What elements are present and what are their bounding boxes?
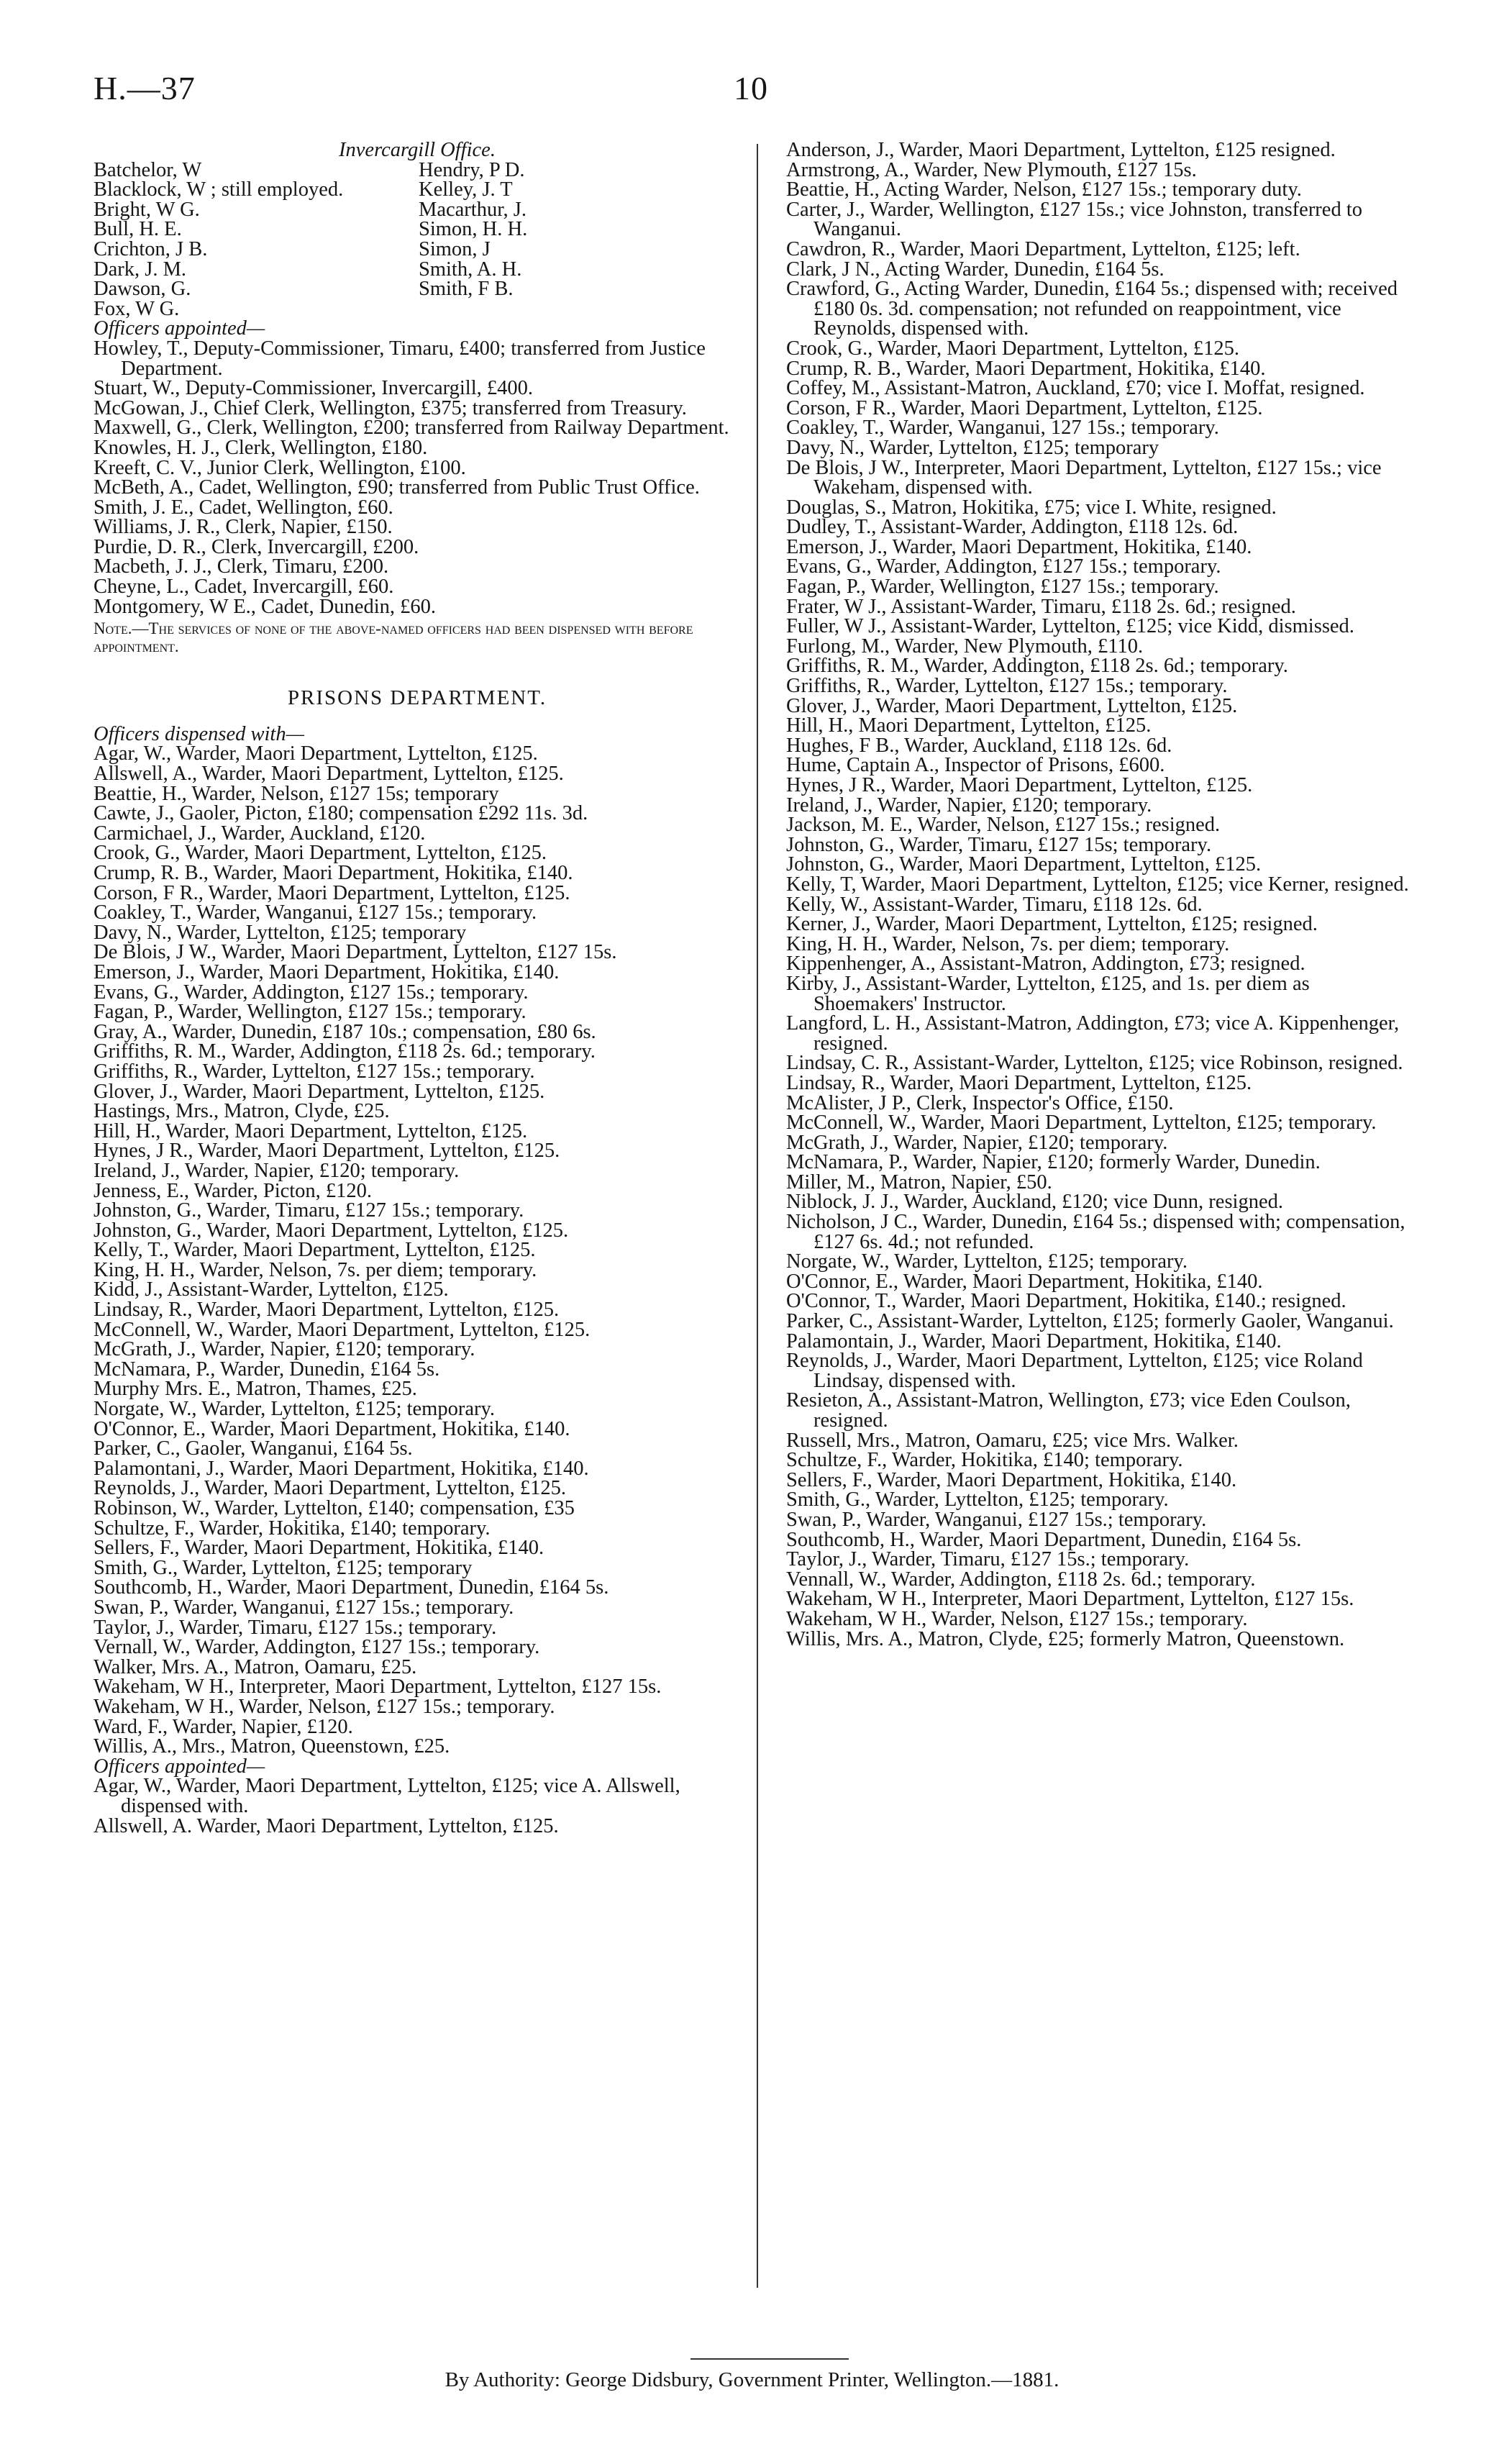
dispensed-entry: Corson, F R., Warder, Maori Department, Lyttelton, £125. [94,881,570,904]
appointed-entry: Southcomb, H., Warder, Maori Department, Dunedin, £164 5s. [786,1528,1302,1551]
appointed-entry: Russell, Mrs., Matron, Oamaru, £25; vice Mrs. Walker. [786,1429,1239,1452]
appointed-heading: Officers appointed— [94,317,265,340]
dispensed-entry: Johnston, G., Warder, Timaru, £127 15s.; temporary. [94,1199,524,1222]
officer-name: Kelley, J. T [419,178,513,201]
dispensed-entry: Glover, J., Warder, Maori Department, Lyttelton, £125. [94,1080,545,1103]
name-row [94,219,527,240]
appointed-entry: Fagan, P., Warder, Wellington, £127 15s.; temporary. [786,576,1219,599]
dispensed-entry: Wakeham, W H., Interpreter, Maori Department, Lyttelton, £127 15s. [94,1676,662,1699]
dispensed-entry: Ireland, J., Warder, Napier, £120; temporary. [94,1159,460,1182]
dispensed-entry: Norgate, W., Warder, Lyttelton, £125; temporary. [94,1398,496,1421]
dispensed-entry: Wakeham, W H., Warder, Nelson, £127 15s.; temporary. [94,1695,555,1718]
prisons-appointed-list-left [94,1776,741,1836]
appointed-entry: Hill, H., Maori Department, Lyttelton, £125. [786,714,1152,737]
appointed-entry: Sellers, F., Warder, Maori Department, Hokitika, £140. [786,1468,1237,1491]
dispensed-entry: King, H. H., Warder, Nelson, 7s. per diem; temporary. [94,1258,537,1281]
dispensed-entry: Palamontani, J., Warder, Maori Department, Hokitika, £140. [94,1457,589,1480]
document-reference: H.—37 [94,70,196,106]
appointed-entry: Kippenhenger, A., Assistant-Matron, Addington, £73; resigned. [786,953,1305,976]
officer-name: Batchelor, W [94,158,202,181]
appointed-entry: Hughes, F B., Warder, Auckland, £118 12s. 6d. [786,734,1172,757]
appointed-entry: King, H. H., Warder, Nelson, 7s. per diem; temporary. [786,932,1230,955]
appointed-entry: Agar, W., Warder, Maori Department, Lyttelton, £125; vice A. Allswell, dispensed with. [94,1775,680,1817]
appointed-entry: Palamontain, J., Warder, Maori Department, Hokitika, £140. [786,1329,1282,1353]
dispensed-entry: Swan, P., Warder, Wanganui, £127 15s.; temporary. [94,1596,514,1619]
appointed-entry: Wakeham, W H., Interpreter, Maori Department, Lyttelton, £127 15s. [786,1588,1354,1611]
officer-name: Simon, J [419,237,491,260]
appointed-entry: McGowan, J., Chief Clerk, Wellington, £375; transferred from Treasury. [94,396,687,419]
officer-name: Hendry, P D. [419,158,525,181]
name-row [94,260,527,280]
appointed-entry: Johnston, G., Warder, Timaru, £127 15s; temporary. [786,833,1212,856]
officer-name: Fox, W G. [94,297,180,320]
appointed-entry: Corson, F R., Warder, Maori Department, Lyttelton, £125. [786,396,1263,419]
appointed-entry: Smith, J. E., Cadet, Wellington, £60. [94,496,393,519]
appointed-entry: Griffiths, R. M., Warder, Addington, £118 2s. 6d.; temporary. [786,655,1288,678]
dispensed-entry: Evans, G., Warder, Addington, £127 15s.; temporary. [94,981,529,1004]
appointed-entry: Kirby, J., Assistant-Warder, Lyttelton, £125, and 1s. per diem as Shoemakers' Instructor. [786,972,1310,1015]
appointed-entry: McConnell, W., Warder, Maori Department, Lyttelton, £125; temporary. [786,1111,1377,1135]
dispensed-entry: Ward, F., Warder, Napier, £120. [94,1715,353,1738]
appointed-entry: O'Connor, E., Warder, Maori Department, Hokitika, £140. [786,1270,1263,1293]
appointed-entry: Maxwell, G., Clerk, Wellington, £200; transferred from Railway Department. [94,417,729,440]
appointed-entry: Resieton, A., Assistant-Matron, Wellington, £73; vice Eden Coulson, resigned. [786,1389,1351,1432]
dispensed-entry: Cawte, J., Gaoler, Picton, £180; compensation £292 11s. 3d. [94,802,588,825]
dispensed-entry: Kelly, T., Warder, Maori Department, Lyttelton, £125. [94,1239,536,1262]
appointed-entry: Allswell, A. Warder, Maori Department, Lyttelton, £125. [94,1814,559,1837]
appointed-entry: Williams, J. R., Clerk, Napier, £150. [94,516,393,539]
dispensed-list [94,744,741,1756]
dispensed-entry: Hill, H., Warder, Maori Department, Lyttelton, £125. [94,1119,528,1142]
officer-name: Crichton, J B. [94,237,208,260]
appointed-entry: Macbeth, J. J., Clerk, Timaru, £200. [94,555,389,578]
appointed-entry: Glover, J., Warder, Maori Department, Lyttelton, £125. [786,694,1238,717]
appointed-entry: Emerson, J., Warder, Maori Department, Hokitika, £140. [786,535,1252,558]
dispensed-entry: Reynolds, J., Warder, Maori Department, Lyttelton, £125. [94,1477,566,1500]
appointed-entry: Langford, L. H., Assistant-Matron, Addington, £73; vice A. Kippenhenger, resigned. [786,1012,1400,1055]
appointed-entry: Schultze, F., Warder, Hokitika, £140; temporary. [786,1449,1183,1472]
appointed-entry: Reynolds, J., Warder, Maori Department, Lyttelton, £125; vice Roland Lindsay, dispensed with. [786,1350,1363,1392]
appointed-entry: Kelly, W., Assistant-Warder, Timaru, £118 12s. 6d. [786,893,1203,916]
appointed-list [94,339,741,617]
appointed-entry: Parker, C., Assistant-Warder, Lyttelton, £125; formerly Gaoler, Wanganui. [786,1310,1394,1333]
appointed-entry: Lindsay, C. R., Assistant-Warder, Lyttelton, £125; vice Robinson, resigned. [786,1052,1403,1075]
appointed-entry: McAlister, J P., Clerk, Inspector's Office, £150. [786,1091,1174,1114]
appointed-entry: Kelly, T, Warder, Maori Department, Lyttelton, £125; vice Kerner, resigned. [786,873,1409,896]
appointed-entry: Hume, Captain A., Inspector of Prisons, £600. [786,754,1165,777]
dispensed-entry: Carmichael, J., Warder, Auckland, £120. [94,822,426,845]
dispensed-entry: Emerson, J., Warder, Maori Department, Hokitika, £140. [94,960,560,983]
name-row [94,160,527,181]
appointed-entry: Johnston, G., Warder, Maori Department, Lyttelton, £125. [786,853,1262,876]
invercargill-heading: Invercargill Office. [339,139,496,161]
appointed-entry: Smith, G., Warder, Lyttelton, £125; temporary. [786,1488,1169,1511]
dispensed-entry: Crook, G., Warder, Maori Department, Lyttelton, £125. [94,842,547,865]
dispensed-entry: Allswell, A., Warder, Maori Department, Lyttelton, £125. [94,763,564,786]
dispensed-entry: Agar, W., Warder, Maori Department, Lyttelton, £125. [94,742,538,765]
appointed-entry: Montgomery, W E., Cadet, Dunedin, £60. [94,595,436,618]
right-column [786,140,1410,1649]
appointed-entry: Jackson, M. E., Warder, Nelson, £127 15s.; resigned. [786,814,1221,837]
prisons-department-title: PRISONS DEPARTMENT. [287,686,547,710]
dispensed-entry: Walker, Mrs. A., Matron, Oamaru, £25. [94,1655,417,1678]
appointed-entry: Davy, N., Warder, Lyttelton, £125; temporary [786,436,1159,459]
appointed-entry: Coffey, M., Assistant-Matron, Auckland, £70; vice I. Moffat, resigned. [786,377,1365,400]
appointed-entry: De Blois, J W., Interpreter, Maori Department, Lyttelton, £127 15s.; vice Wakeham, dispensed with. [786,456,1382,499]
dispensed-entry: Johnston, G., Warder, Maori Department, Lyttelton, £125. [94,1219,569,1242]
appointed-entry: Willis, Mrs. A., Matron, Clyde, £25; formerly Matron, Queenstown. [786,1627,1345,1650]
appointed-entry: Miller, M., Matron, Napier, £50. [786,1170,1052,1194]
appointed-entry: Nicholson, J C., Warder, Dunedin, £164 5s.; dispensed with; compensation, £127 6s. 4d.; not refunded. [786,1211,1405,1253]
appointed-entry: Anderson, J., Warder, Maori Department, Lyttelton, £125 resigned. [786,139,1336,161]
appointed-entry: Knowles, H. J., Clerk, Wellington, £180. [94,436,428,459]
appointed-entry: Lindsay, R., Warder, Maori Department, Lyttelton, £125. [786,1071,1252,1094]
appointed-entry: Douglas, S., Matron, Hokitika, £75; vice I. White, resigned. [786,496,1277,519]
dispensed-entry: Coakley, T., Warder, Wanganui, £127 15s.; temporary. [94,901,537,924]
officer-name: Dawson, G. [94,278,191,301]
officer-name: Blacklock, W ; still employed. [94,178,344,201]
column-divider [757,144,758,2288]
officer-name: Bull, H. E. [94,218,182,241]
officer-name [419,299,527,319]
appointed-entry: Clark, J N., Acting Warder, Dunedin, £164 5s. [786,258,1165,281]
name-row [94,180,527,200]
dispensed-entry: McGrath, J., Warder, Napier, £120; temporary. [94,1338,475,1361]
appointed-entry: Niblock, J. J., Warder, Auckland, £120; vice Dunn, resigned. [786,1191,1283,1214]
appointed-entry: Stuart, W., Deputy-Commissioner, Invercargill, £400. [94,377,534,400]
name-row [94,240,527,260]
footer-rule [691,2358,849,2360]
dispensed-entry: Willis, A., Mrs., Matron, Queenstown, £25. [94,1735,450,1758]
name-row [94,299,527,319]
dispensed-entry: O'Connor, E., Warder, Maori Department, Hokitika, £140. [94,1417,570,1440]
appointed-entry: McNamara, P., Warder, Napier, £120; formerly Warder, Dunedin. [786,1151,1321,1174]
appointed-entry: Carter, J., Warder, Wellington, £127 15s.; vice Johnston, transferred to Wanganui. [786,198,1362,241]
dispensed-entry: Kidd, J., Assistant-Warder, Lyttelton, £125. [94,1278,449,1301]
name-row [94,200,527,220]
appointed-entry: Armstrong, A., Warder, New Plymouth, £127 15s. [786,158,1197,181]
appointed-entry: Kerner, J., Warder, Maori Department, Lyttelton, £125; resigned. [786,913,1318,936]
appointed-entry: McGrath, J., Warder, Napier, £120; temporary. [786,1131,1168,1154]
appointed-entry: Cheyne, L., Cadet, Invercargill, £60. [94,576,394,599]
appointed-entry: McBeth, A., Cadet, Wellington, £90; transferred from Public Trust Office. [94,476,700,499]
dispensed-entry: Hynes, J R., Warder, Maori Department, Lyttelton, £125. [94,1140,560,1163]
dispensed-entry: McConnell, W., Warder, Maori Department, Lyttelton, £125. [94,1318,591,1341]
officer-name: Simon, H. H. [419,218,528,241]
dispensed-entry: Jenness, E., Warder, Picton, £120. [94,1179,373,1202]
dispensed-entry: Davy, N., Warder, Lyttelton, £125; temporary [94,921,467,944]
appointed-entry: Crump, R. B., Warder, Maori Department, Hokitika, £140. [786,357,1266,380]
appointed-entry: Crook, G., Warder, Maori Department, Lyttelton, £125. [786,337,1240,360]
prisons-appointed-heading: Officers appointed— [94,1755,265,1778]
appointment-note: Note.—The services of none of the above-named officers had been dispensed with before appointment. [94,619,693,656]
appointed-entry: Cawdron, R., Warder, Maori Department, Lyttelton, £125; left. [786,237,1300,260]
appointed-entry: Dudley, T., Assistant-Warder, Addington, £118 12s. 6d. [786,516,1239,539]
appointed-entry: Evans, G., Warder, Addington, £127 15s.; temporary. [786,555,1221,578]
officer-name: Bright, W G. [94,198,200,221]
dispensed-entry: Crump, R. B., Warder, Maori Department, Hokitika, £140. [94,862,573,884]
dispensed-entry: Sellers, F., Warder, Maori Department, Hokitika, £140. [94,1537,544,1560]
dispensed-entry: Smith, G., Warder, Lyttelton, £125; temporary [94,1556,473,1579]
dispensed-entry: Griffiths, R. M., Warder, Addington, £118 2s. 6d.; temporary. [94,1040,596,1063]
officer-name: Macarthur, J. [419,198,527,221]
appointed-entry: Beattie, H., Acting Warder, Nelson, £127 15s.; temporary duty. [786,178,1302,201]
dispensed-entry: Schultze, F., Warder, Hokitika, £140; temporary. [94,1517,491,1540]
appointed-entry: Crawford, G., Acting Warder, Dunedin, £164 5s.; dispensed with; received £180 0s. 3d. compensation; not refunded on reappointment, vice Reynolds, dispensed with. [786,278,1398,340]
appointed-entry: Coakley, T., Warder, Wanganui, 127 15s.; temporary. [786,417,1219,440]
dispensed-entry: Murphy Mrs. E., Matron, Thames, £25. [94,1378,417,1401]
dispensed-entry: Griffiths, R., Warder, Lyttelton, £127 15s.; temporary. [94,1060,535,1083]
dispensed-entry: Southcomb, H., Warder, Maori Department, Dunedin, £164 5s. [94,1576,609,1599]
appointed-entry: Norgate, W., Warder, Lyttelton, £125; temporary. [786,1250,1188,1273]
appointed-entry: Swan, P., Warder, Wanganui, £127 15s.; temporary. [786,1508,1207,1531]
dispensed-entry: De Blois, J W., Warder, Maori Department, Lyttelton, £127 15s. [94,941,617,964]
appointed-entry: Howley, T., Deputy-Commissioner, Timaru, £400; transferred from Justice Department. [94,337,706,380]
appointed-entry: Purdie, D. R., Clerk, Invercargill, £200. [94,535,419,558]
appointed-entry: Ireland, J., Warder, Napier, £120; temporary. [786,794,1152,817]
dispensed-entry: Fagan, P., Warder, Wellington, £127 15s.; temporary. [94,1001,527,1024]
invercargill-names-table [94,160,527,319]
dispensed-entry: Gray, A., Warder, Dunedin, £187 10s.; compensation, £80 6s. [94,1020,596,1043]
prisons-appointed-list-right [786,140,1410,1649]
dispensed-entry: McNamara, P., Warder, Dunedin, £164 5s. [94,1358,440,1381]
printer-imprint: By Authority: George Didsbury, Government Printer, Wellington.—1881. [445,2368,1059,2391]
officer-name: Smith, F B. [419,278,514,301]
appointed-entry: Taylor, J., Warder, Timaru, £127 15s.; temporary. [786,1548,1190,1571]
name-row [94,279,527,299]
appointed-entry: Vennall, W., Warder, Addington, £118 2s. 6d.; temporary. [786,1568,1256,1591]
appointed-entry: Fuller, W J., Assistant-Warder, Lyttelton, £125; vice Kidd, dismissed. [786,615,1354,638]
officer-name: Dark, J. M. [94,258,187,281]
appointed-entry: Kreeft, C. V., Junior Clerk, Wellington, £100. [94,456,466,479]
appointed-entry: Furlong, M., Warder, New Plymouth, £110. [786,635,1144,658]
dispensed-entry: Hastings, Mrs., Matron, Clyde, £25. [94,1100,390,1123]
left-column [94,140,741,1836]
dispensed-heading: Officers dispensed with— [94,722,304,745]
appointed-entry: Frater, W J., Assistant-Warder, Timaru, £118 2s. 6d.; resigned. [786,595,1296,618]
appointed-entry: Griffiths, R., Warder, Lyttelton, £127 15s.; temporary. [786,675,1228,698]
officer-name: Smith, A. H. [419,258,522,281]
dispensed-entry: Parker, C., Gaoler, Wanganui, £164 5s. [94,1437,413,1460]
dispensed-entry: Vernall, W., Warder, Addington, £127 15s.; temporary. [94,1636,540,1659]
appointed-entry: Hynes, J R., Warder, Maori Department, Lyttelton, £125. [786,774,1253,796]
dispensed-entry: Robinson, W., Warder, Lyttelton, £140; compensation, £35 [94,1497,575,1519]
dispensed-entry: Beattie, H., Warder, Nelson, £127 15s; temporary [94,782,499,805]
page-number: 10 [734,70,768,106]
appointed-entry: Wakeham, W H., Warder, Nelson, £127 15s.; temporary. [786,1607,1248,1630]
dispensed-entry: Taylor, J., Warder, Timaru, £127 15s.; temporary. [94,1616,497,1639]
appointed-entry: O'Connor, T., Warder, Maori Department, Hokitika, £140.; resigned. [786,1290,1346,1313]
dispensed-entry: Lindsay, R., Warder, Maori Department, Lyttelton, £125. [94,1299,560,1322]
